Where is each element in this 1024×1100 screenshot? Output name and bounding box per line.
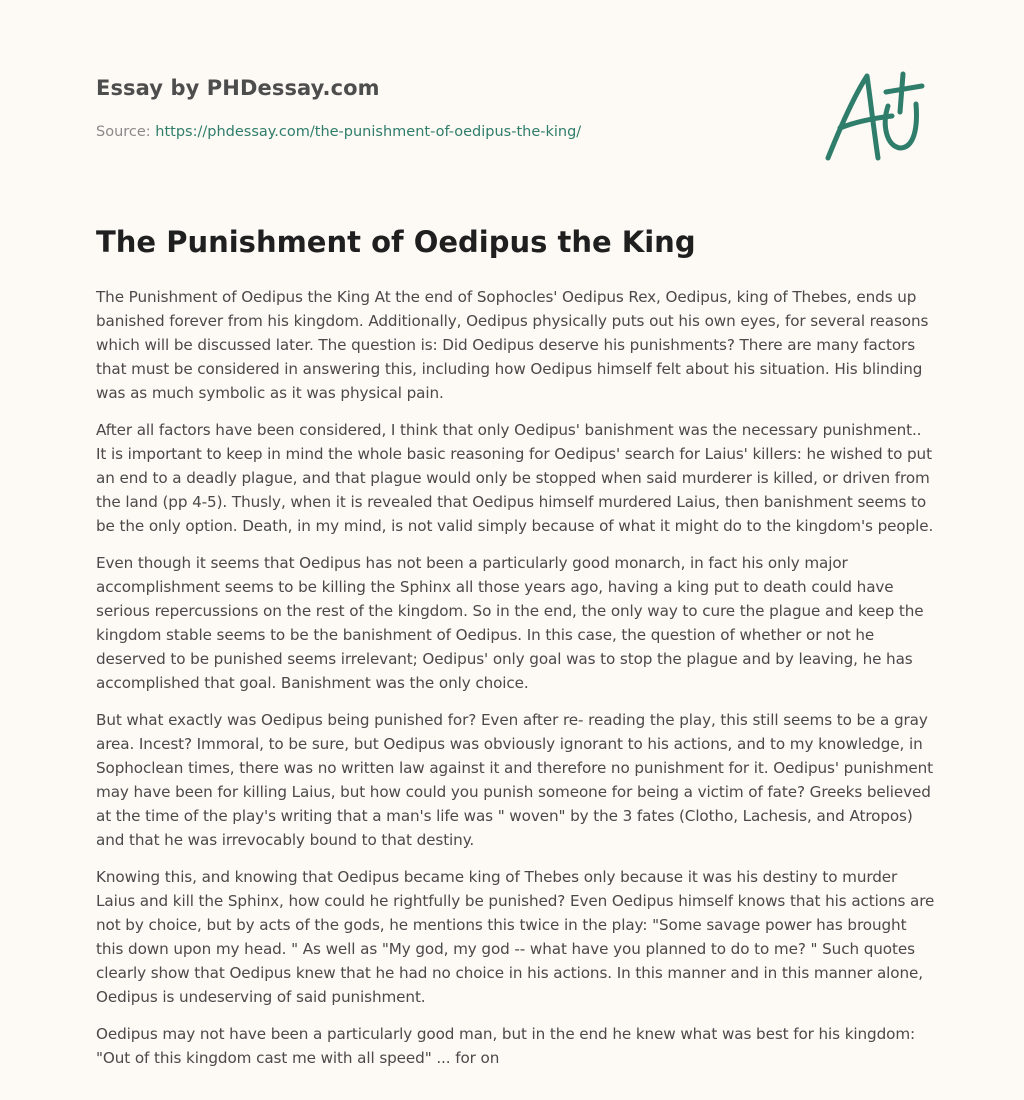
essay-paragraph: But what exactly was Oedipus being punished for? Even after re- reading the play, this still seems to be a gray area. Incest? Immoral, to be sure, but Oedipus was obviously ignorant to his actions, and to my knowledge, in Sophoclean times, there was no written law against it and therefore no punishment for it. Oedipus' punishment may have been for killing Laius, but how could you punish someone for being a victim of fate? Greeks believed at the time of the play's writing that a man's life was " woven" by the 3 fates (Clotho, Lachesis, and Atropos) and that he was irrevocably bound to that destiny. xyxy=(96,711,934,849)
site-brand: Essay by PHDessay.com xyxy=(96,76,380,100)
a-plus-logo-icon xyxy=(820,66,930,166)
essay-paragraph: After all factors have been considered, I think that only Oedipus' banishment was the necessary punishment.. It is important to keep in mind the whole basic reasoning for Oedipus' search for Laius' killers: he wished to put an end to a deadly plague, and that plague would only be stopped when said murderer is killed, or driven from the land (pp 4-5). Thusly, when it is revealed that Oedipus himself murdered Laius, then banishment seems to be the only option. Death, in my mind, is not valid simply because of what it might do to the kingdom's people. xyxy=(96,421,934,535)
essay-paragraph: Knowing this, and knowing that Oedipus became king of Thebes only because it was his destiny to murder Laius and kill the Sphinx, how could he rightfully be punished? Even Oedipus himself knows that his actions are not by choice, but by acts of the gods, he mentions this twice in the play: "Some savage power has brought this down upon my head. " As well as "My god, my god -- what have you planned to do to me? " Such quotes clearly show that Oedipus knew that he had no choice in his actions. In this manner and in this manner alone, Oedipus is undeserving of said punishment. xyxy=(96,868,935,1006)
essay-paragraph: The Punishment of Oedipus the King At the end of Sophocles' Oedipus Rex, Oedipus, king of Thebes, ends up banished forever from his kingdom. Additionally, Oedipus physically puts out his own eyes, for several reasons which will be discussed later. The question is: Did Oedipus deserve his punishments? There are many factors that must be considered in answering this, including how Oedipus himself felt about his situation. His blinding was as much symbolic as it was physical pain. xyxy=(96,288,929,402)
source-label: Source: xyxy=(96,124,151,140)
essay-paragraph: Even though it seems that Oedipus has not been a particularly good monarch, in fact his only major accomplishment seems to be killing the Sphinx all those years ago, having a king put to death could have serious repercussions on the rest of the kingdom. So in the end, the only way to cure the plague and keep the kingdom stable seems to be the banishment of Oedipus. In this case, the question of whether or not he deserved to be punished seems irrelevant; Oedipus' only goal was to stop the plague and by leaving, he has accomplished that goal. Banishment was the only choice. xyxy=(96,554,924,692)
source-line xyxy=(96,124,581,140)
essay-body xyxy=(96,285,936,1083)
source-link[interactable]: https://phdessay.com/the-punishment-of-oedipus-the-king/ xyxy=(155,124,582,140)
essay-paragraph: Oedipus may not have been a particularly good man, but in the end he knew what was best for his kingdom: "Out of this kingdom cast me with all speed" ... for on xyxy=(96,1025,916,1067)
essay-title: The Punishment of Oedipus the King xyxy=(96,225,696,259)
